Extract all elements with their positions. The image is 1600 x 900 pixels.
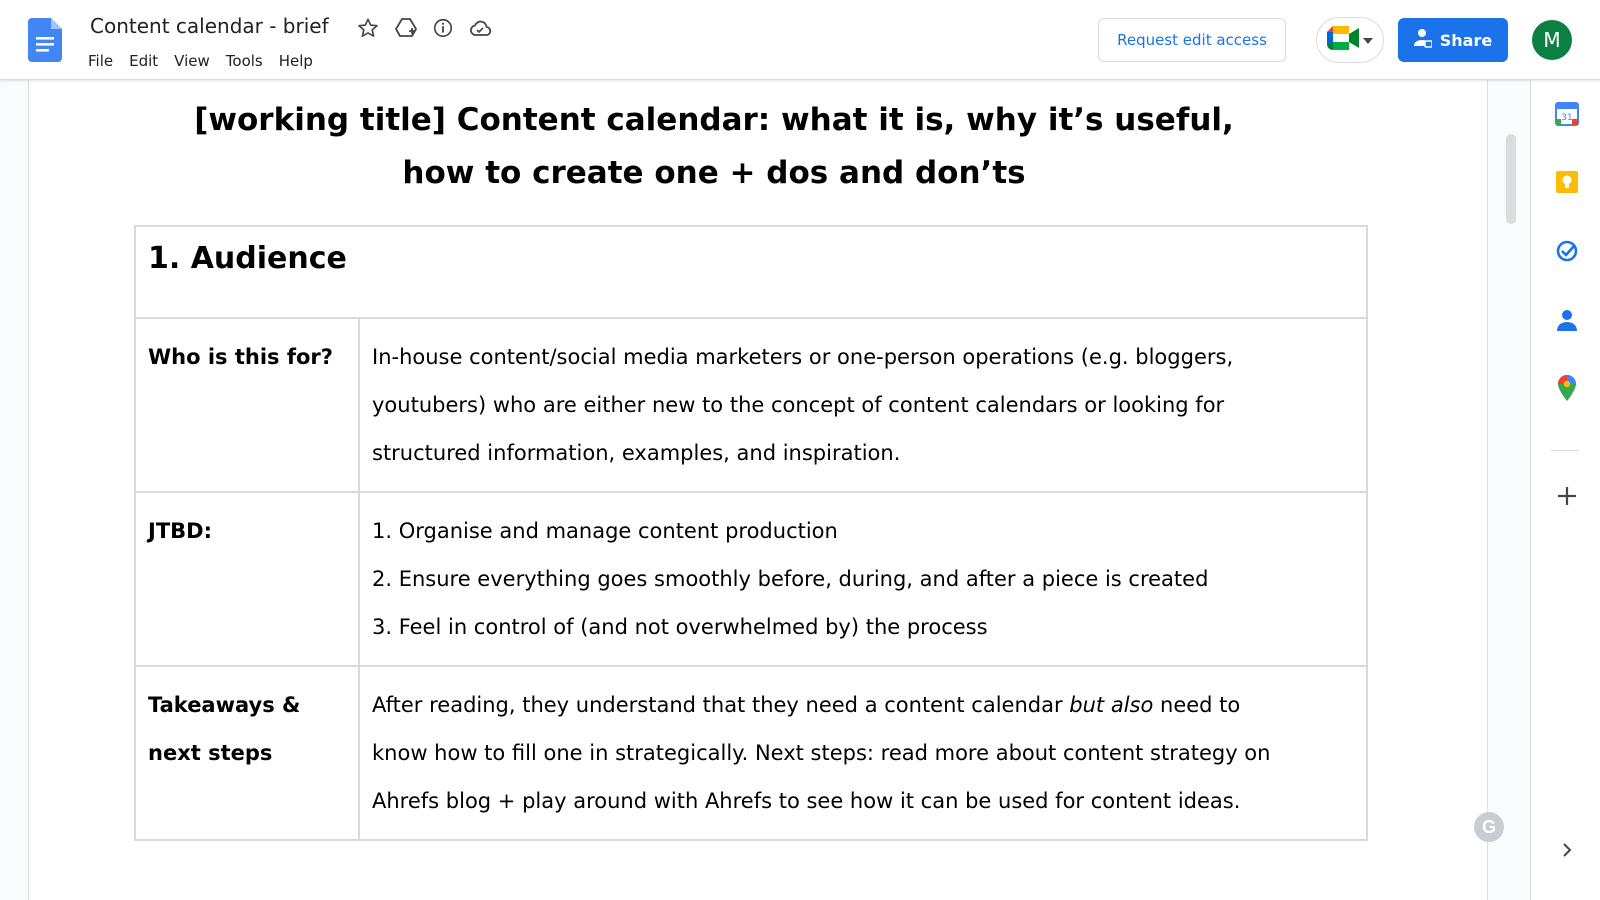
share-button[interactable]	[1398, 18, 1508, 62]
table-row	[135, 492, 1367, 666]
chevron-down-icon	[1363, 31, 1373, 49]
text-line: 1. Organise and manage content production	[372, 519, 838, 543]
row-value	[359, 318, 1367, 492]
maps-icon[interactable]	[1553, 374, 1581, 402]
heading-line-1: [working title] Content calendar: what it is, why it’s useful,	[194, 102, 1234, 138]
document-title[interactable]: Content calendar - brief	[90, 14, 329, 38]
text-line: 2. Ensure everything goes smoothly before, during, and after a piece is created	[372, 567, 1209, 591]
table-row	[135, 318, 1367, 492]
text-line: youtubers) who are either new to the concept of content calendars or looking for	[372, 393, 1225, 417]
calendar-day: 31	[1561, 113, 1573, 123]
document-page	[28, 80, 1488, 900]
vertical-scrollbar[interactable]	[1506, 134, 1516, 900]
info-icon[interactable]	[430, 15, 456, 41]
keep-icon[interactable]	[1553, 168, 1581, 196]
add-icon[interactable]	[1553, 482, 1581, 510]
share-person-lock-icon	[1414, 28, 1432, 52]
calendar-icon[interactable]	[1553, 100, 1581, 128]
row-label: JTBD:	[135, 492, 359, 666]
text-line: In-house content/social media marketers or one-person operations (e.g. bloggers,	[372, 345, 1234, 369]
row-label	[135, 666, 359, 840]
menu-tools[interactable]: Tools	[225, 52, 263, 70]
text-line: structured information, examples, and inspiration.	[372, 441, 901, 465]
chevron-right-icon[interactable]	[1553, 836, 1581, 864]
side-panel-divider	[1551, 450, 1579, 451]
row-value	[359, 666, 1367, 840]
text-line: Ahrefs blog + play around with Ahrefs to see how it can be used for content ideas.	[372, 789, 1241, 813]
text-run: After reading, they understand that they need a content calendar	[372, 693, 1070, 717]
grammarly-icon[interactable]: G	[1474, 812, 1504, 842]
move-to-drive-icon[interactable]	[393, 15, 419, 41]
text-line	[372, 681, 1354, 729]
scrollbar-thumb[interactable]	[1506, 134, 1516, 224]
row-label-line: next steps	[148, 741, 273, 765]
menu-view[interactable]: View	[174, 52, 210, 70]
google-docs-logo-icon[interactable]	[28, 18, 62, 62]
heading-line-2: how to create one + dos and don’ts	[402, 155, 1026, 191]
text-line: 3. Feel in control of (and not overwhelmed by) the process	[372, 615, 988, 639]
menu-edit[interactable]: Edit	[129, 52, 159, 70]
text-line: know how to fill one in strategically. Next steps: read more about content strategy on	[372, 741, 1271, 765]
row-value	[359, 492, 1367, 666]
menu-file[interactable]: File	[88, 52, 114, 70]
contacts-icon[interactable]	[1553, 306, 1581, 334]
cloud-saved-icon[interactable]	[467, 15, 493, 41]
row-label-line: Takeaways &	[148, 693, 301, 717]
star-icon[interactable]	[355, 15, 381, 41]
share-label: Share	[1439, 30, 1493, 50]
tasks-icon[interactable]	[1553, 237, 1581, 265]
table-row	[135, 226, 1367, 318]
side-panel	[1530, 80, 1600, 900]
menu-help[interactable]: Help	[278, 52, 313, 70]
request-edit-access-button[interactable]: Request edit access	[1098, 18, 1286, 62]
table-row	[135, 666, 1367, 840]
meet-button[interactable]	[1316, 17, 1384, 63]
document-canvas	[0, 80, 1530, 900]
section-title: 1. Audience	[135, 226, 1367, 318]
audience-table	[134, 225, 1368, 841]
google-meet-icon	[1327, 26, 1359, 55]
document-heading	[149, 94, 1279, 200]
account-avatar[interactable]: M	[1532, 20, 1572, 60]
top-bar	[0, 0, 1600, 80]
menu-bar	[88, 50, 321, 72]
row-label: Who is this for?	[135, 318, 359, 492]
italic-text-run: but also	[1069, 693, 1154, 717]
text-run: need to	[1153, 693, 1241, 717]
